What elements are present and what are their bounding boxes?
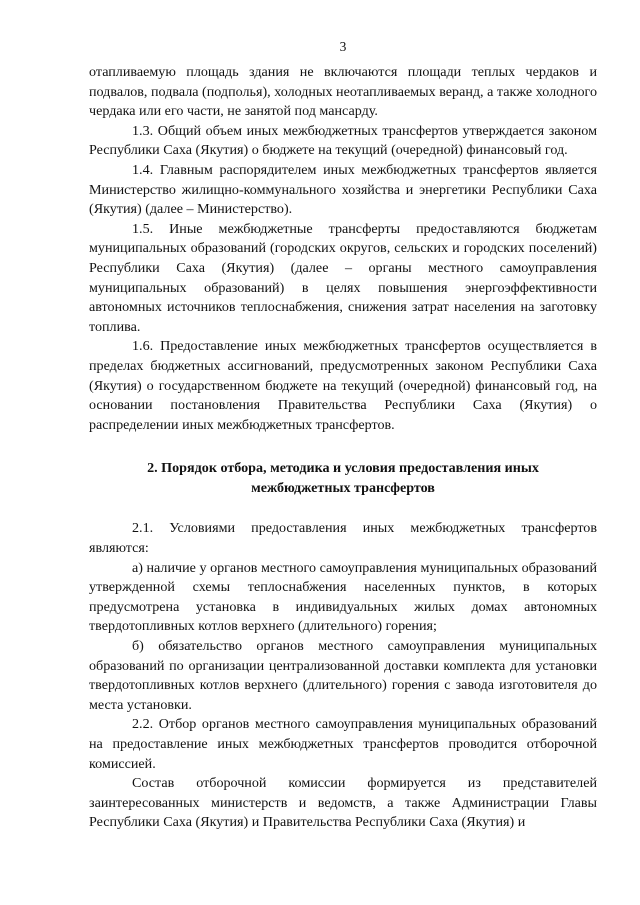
- paragraph-1-4: 1.4. Главным распорядителем иных межбюджетных трансфертов является Министерство жилищно-коммунального хозяйства и энергетики Республики Саха (Якутия) (далее – Министерство).: [89, 161, 597, 218]
- paragraph-2-1-a: а) наличие у органов местного самоуправления муниципальных образований утвержденной схемы теплоснабжения населенных пунктов, в которых предусмотрена установка в индивидуальных жилых домах автономных твердотопливных котлов верхнего (длительного) горения;: [89, 559, 597, 635]
- page-number: 3: [339, 39, 347, 54]
- section-2-title: [89, 459, 597, 498]
- section-2-title-line-1: 2. Порядок отбора, методика и условия предоставления иных: [147, 460, 539, 477]
- paragraph-continuation: отапливаемую площадь здания не включаются площади теплых чердаков и подвалов, подвала (подполья), холодных неотапливаемых веранд, а также холодного чердака или его части, не занятой под мансарду.: [89, 64, 597, 120]
- paragraph-1-3: 1.3. Общий объем иных межбюджетных трансфертов утверждается законом Республики Саха (Якутия) о бюджете на текущий (очередной) финансовый год.: [89, 122, 597, 159]
- paragraph-2-1: 2.1. Условиями предоставления иных межбюджетных трансфертов являются:: [89, 520, 597, 557]
- paragraph-commission-composition: Состав отборочной комиссии формируется из представителей заинтересованных министерств и ведомств, а также Администрации Главы Республики Саха (Якутия) и Правительства Республики Саха (Якутия) и: [89, 775, 597, 831]
- document-page: [89, 38, 597, 833]
- paragraph-2-2: 2.2. Отбор органов местного самоуправления муниципальных образований на предоставление иных межбюджетных трансфертов проводится отборочной комиссией.: [89, 716, 597, 772]
- paragraph-1-6: 1.6. Предоставление иных межбюджетных трансфертов осуществляется в пределах бюджетных ассигнований, предусмотренных законом Республики Саха (Якутия) о государственном бюджете на текущий (очередной) финансовый год, на основании постановления Правительства Республики Саха (Якутия) о распределении иных межбюджетных трансфертов.: [89, 338, 597, 433]
- section-2-title-line-2: межбюджетных трансфертов: [251, 479, 435, 496]
- paragraph-2-1-b: б) обязательство органов местного самоуправления муниципальных образований по организации централизованной доставки комплекта для установки твердотопливных котлов верхнего (длительного) горения с завода изготовителя до места установки.: [89, 638, 597, 713]
- paragraph-1-5: 1.5. Иные межбюджетные трансферты предоставляются бюджетам муниципальных образований (городских округов, сельских и городских поселений) Республики Саха (Якутия) (далее – органы местного самоуправления муниципальных образований) в целях повышения энергоэффективности автономных источников теплоснабжения, снижения затрат населения на заготовку топлива.: [89, 220, 597, 335]
